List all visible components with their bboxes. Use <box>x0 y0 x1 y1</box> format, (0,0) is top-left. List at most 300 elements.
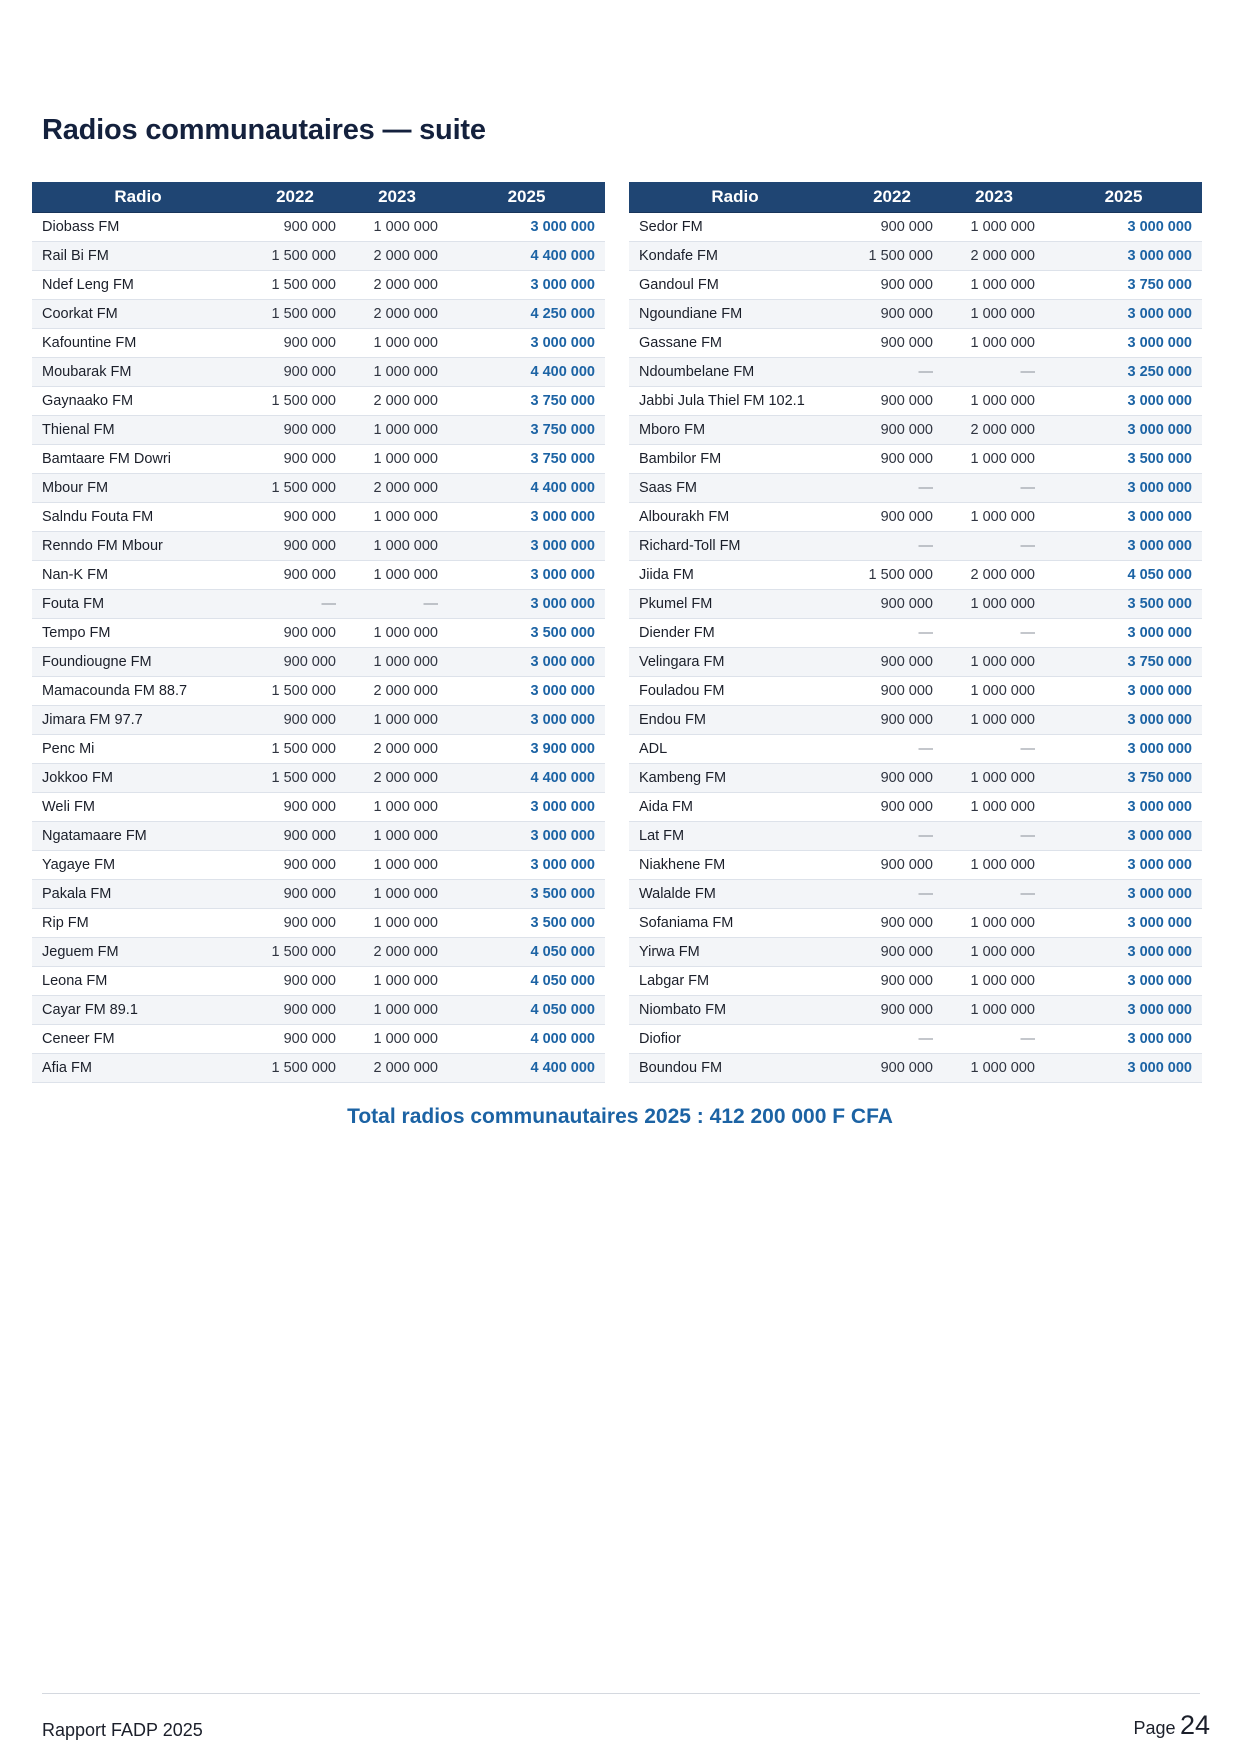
radio-name-cell: Fouta FM <box>32 590 244 619</box>
value-2025-cell: 4 400 000 <box>448 764 605 793</box>
table-row <box>32 677 605 706</box>
value-2022-cell: 900 000 <box>244 822 346 851</box>
value-2022-cell: 900 000 <box>841 271 943 300</box>
value-2022-cell: 900 000 <box>244 532 346 561</box>
value-2023-cell: 1 000 000 <box>346 561 448 590</box>
table-row <box>32 416 605 445</box>
table-row <box>629 1054 1202 1083</box>
page-number-value: 24 <box>1179 1710 1210 1740</box>
value-2022-cell: 900 000 <box>244 909 346 938</box>
radio-name-cell: Foundiougne FM <box>32 648 244 677</box>
footer-divider <box>42 1693 1200 1694</box>
radio-name-cell: Weli FM <box>32 793 244 822</box>
value-2022-cell: 900 000 <box>841 329 943 358</box>
table-row <box>32 909 605 938</box>
value-2022-cell: 900 000 <box>841 764 943 793</box>
value-2025-cell: 3 000 000 <box>448 648 605 677</box>
value-2025-cell: 4 050 000 <box>448 938 605 967</box>
radio-name-cell: Afia FM <box>32 1054 244 1083</box>
value-2025-cell: 3 000 000 <box>448 677 605 706</box>
column-header-2023: 2023 <box>346 182 448 213</box>
radio-table-right <box>629 182 1202 1083</box>
radio-name-cell: Penc Mi <box>32 735 244 764</box>
value-2025-cell: 3 000 000 <box>448 793 605 822</box>
table-row <box>32 271 605 300</box>
radio-name-cell: Pkumel FM <box>629 590 841 619</box>
table-row <box>629 793 1202 822</box>
table-row <box>32 1054 605 1083</box>
value-2022-cell: 900 000 <box>244 416 346 445</box>
value-2025-cell: 3 000 000 <box>1045 213 1202 242</box>
value-2022-cell: 900 000 <box>244 648 346 677</box>
value-2022-cell: 1 500 000 <box>244 271 346 300</box>
value-2022-cell: 900 000 <box>841 503 943 532</box>
value-2023-cell: 2 000 000 <box>346 764 448 793</box>
value-2025-cell: 3 000 000 <box>448 590 605 619</box>
table-row <box>629 938 1202 967</box>
table-row <box>32 300 605 329</box>
table-row <box>32 387 605 416</box>
table-row <box>32 996 605 1025</box>
value-2022-cell: — <box>841 358 943 387</box>
value-2023-cell: 1 000 000 <box>346 996 448 1025</box>
table-row <box>629 561 1202 590</box>
value-2022-cell: 900 000 <box>244 213 346 242</box>
value-2025-cell: 3 000 000 <box>1045 387 1202 416</box>
value-2025-cell: 3 750 000 <box>1045 764 1202 793</box>
table-row <box>32 590 605 619</box>
value-2023-cell: — <box>943 532 1045 561</box>
radio-name-cell: Albourakh FM <box>629 503 841 532</box>
table-row <box>629 213 1202 242</box>
radio-name-cell: Rail Bi FM <box>32 242 244 271</box>
value-2023-cell: 2 000 000 <box>346 242 448 271</box>
radio-name-cell: Bamtaare FM Dowri <box>32 445 244 474</box>
value-2022-cell: 900 000 <box>244 706 346 735</box>
radio-name-cell: Walalde FM <box>629 880 841 909</box>
value-2023-cell: 1 000 000 <box>943 967 1045 996</box>
radio-name-cell: Cayar FM 89.1 <box>32 996 244 1025</box>
value-2022-cell: 900 000 <box>244 967 346 996</box>
radio-name-cell: Nan-K FM <box>32 561 244 590</box>
table-row <box>629 909 1202 938</box>
value-2023-cell: 1 000 000 <box>943 938 1045 967</box>
radio-name-cell: Mamacounda FM 88.7 <box>32 677 244 706</box>
value-2023-cell: — <box>943 822 1045 851</box>
radio-name-cell: Gandoul FM <box>629 271 841 300</box>
value-2023-cell: 1 000 000 <box>346 532 448 561</box>
value-2023-cell: 1 000 000 <box>346 793 448 822</box>
value-2025-cell: 3 000 000 <box>1045 967 1202 996</box>
radio-table-left <box>32 182 605 1083</box>
value-2025-cell: 4 050 000 <box>448 967 605 996</box>
value-2025-cell: 3 750 000 <box>448 387 605 416</box>
radio-name-cell: Diender FM <box>629 619 841 648</box>
value-2022-cell: 900 000 <box>841 648 943 677</box>
value-2025-cell: 3 000 000 <box>448 213 605 242</box>
column-header-2025: 2025 <box>448 182 605 213</box>
radio-name-cell: Pakala FM <box>32 880 244 909</box>
radio-name-cell: Ngoundiane FM <box>629 300 841 329</box>
value-2025-cell: 4 000 000 <box>448 1025 605 1054</box>
radio-name-cell: Ndef Leng FM <box>32 271 244 300</box>
value-2022-cell: 900 000 <box>244 503 346 532</box>
radio-name-cell: Tempo FM <box>32 619 244 648</box>
value-2025-cell: 3 000 000 <box>448 503 605 532</box>
value-2022-cell: 900 000 <box>841 213 943 242</box>
radio-name-cell: Aida FM <box>629 793 841 822</box>
radio-name-cell: Niakhene FM <box>629 851 841 880</box>
value-2025-cell: 3 000 000 <box>448 822 605 851</box>
radio-name-cell: Labgar FM <box>629 967 841 996</box>
value-2022-cell: 900 000 <box>841 1054 943 1083</box>
table-row <box>32 938 605 967</box>
value-2022-cell: 900 000 <box>841 387 943 416</box>
value-2022-cell: — <box>841 880 943 909</box>
table-row <box>629 300 1202 329</box>
value-2025-cell: 4 400 000 <box>448 1054 605 1083</box>
value-2023-cell: 1 000 000 <box>943 300 1045 329</box>
value-2023-cell: 1 000 000 <box>346 619 448 648</box>
value-2023-cell: 1 000 000 <box>943 503 1045 532</box>
radio-name-cell: Lat FM <box>629 822 841 851</box>
radio-name-cell: Jeguem FM <box>32 938 244 967</box>
radio-name-cell: Sofaniama FM <box>629 909 841 938</box>
column-header-2025: 2025 <box>1045 182 1202 213</box>
value-2025-cell: 3 000 000 <box>448 532 605 561</box>
value-2022-cell: 900 000 <box>244 445 346 474</box>
value-2025-cell: 3 500 000 <box>448 880 605 909</box>
value-2023-cell: 1 000 000 <box>346 503 448 532</box>
value-2025-cell: 3 000 000 <box>1045 329 1202 358</box>
value-2022-cell: 1 500 000 <box>244 735 346 764</box>
value-2025-cell: 3 750 000 <box>1045 648 1202 677</box>
value-2025-cell: 3 900 000 <box>448 735 605 764</box>
page-number <box>1133 1710 1210 1741</box>
value-2025-cell: 3 500 000 <box>1045 445 1202 474</box>
table-row <box>32 213 605 242</box>
value-2023-cell: 2 000 000 <box>346 1054 448 1083</box>
table-row <box>629 590 1202 619</box>
table-row <box>629 735 1202 764</box>
table-row <box>629 619 1202 648</box>
value-2025-cell: 3 000 000 <box>1045 1025 1202 1054</box>
radio-name-cell: Jokkoo FM <box>32 764 244 793</box>
value-2022-cell: 900 000 <box>841 967 943 996</box>
radio-name-cell: Renndo FM Mbour <box>32 532 244 561</box>
column-header-radio: Radio <box>32 182 244 213</box>
value-2023-cell: 2 000 000 <box>346 474 448 503</box>
value-2023-cell: 1 000 000 <box>346 822 448 851</box>
value-2022-cell: — <box>841 474 943 503</box>
value-2022-cell: 900 000 <box>244 358 346 387</box>
value-2023-cell: 2 000 000 <box>346 271 448 300</box>
table-row <box>32 358 605 387</box>
table-row <box>629 242 1202 271</box>
value-2025-cell: 4 050 000 <box>1045 561 1202 590</box>
radio-name-cell: Boundou FM <box>629 1054 841 1083</box>
value-2023-cell: 1 000 000 <box>346 706 448 735</box>
column-header-2022: 2022 <box>841 182 943 213</box>
table-row <box>32 880 605 909</box>
value-2025-cell: 3 000 000 <box>1045 503 1202 532</box>
table-row <box>629 706 1202 735</box>
value-2025-cell: 3 500 000 <box>448 909 605 938</box>
table-row <box>32 706 605 735</box>
table-row <box>629 967 1202 996</box>
value-2023-cell: 1 000 000 <box>943 677 1045 706</box>
page-title: Radios communautaires — suite <box>42 114 486 146</box>
value-2023-cell: 1 000 000 <box>346 967 448 996</box>
value-2025-cell: 3 000 000 <box>1045 735 1202 764</box>
table-row <box>629 677 1202 706</box>
value-2022-cell: 900 000 <box>244 996 346 1025</box>
radio-name-cell: Yirwa FM <box>629 938 841 967</box>
radio-name-cell: Gaynaako FM <box>32 387 244 416</box>
value-2022-cell: 1 500 000 <box>244 300 346 329</box>
value-2022-cell: 900 000 <box>244 1025 346 1054</box>
table-row <box>32 503 605 532</box>
value-2022-cell: 900 000 <box>841 445 943 474</box>
value-2022-cell: 900 000 <box>244 851 346 880</box>
value-2025-cell: 3 750 000 <box>448 416 605 445</box>
radio-name-cell: Diobass FM <box>32 213 244 242</box>
table-row <box>629 851 1202 880</box>
radio-name-cell: Rip FM <box>32 909 244 938</box>
value-2023-cell: 1 000 000 <box>346 445 448 474</box>
table-row <box>629 503 1202 532</box>
value-2023-cell: 1 000 000 <box>943 445 1045 474</box>
value-2025-cell: 3 500 000 <box>1045 590 1202 619</box>
value-2023-cell: 1 000 000 <box>943 590 1045 619</box>
table-row <box>629 416 1202 445</box>
value-2025-cell: 3 000 000 <box>1045 619 1202 648</box>
value-2025-cell: 3 750 000 <box>448 445 605 474</box>
table-row <box>32 532 605 561</box>
value-2023-cell: 1 000 000 <box>346 416 448 445</box>
radio-name-cell: Jimara FM 97.7 <box>32 706 244 735</box>
radio-name-cell: Ndoumbelane FM <box>629 358 841 387</box>
value-2023-cell: 1 000 000 <box>943 329 1045 358</box>
value-2022-cell: 900 000 <box>841 590 943 619</box>
value-2023-cell: — <box>943 474 1045 503</box>
value-2023-cell: 1 000 000 <box>346 880 448 909</box>
value-2022-cell: 1 500 000 <box>244 1054 346 1083</box>
value-2023-cell: 1 000 000 <box>346 213 448 242</box>
page-label: Page <box>1133 1718 1176 1738</box>
value-2023-cell: 1 000 000 <box>943 996 1045 1025</box>
total-summary: Total radios communautaires 2025 : 412 200 000 F CFA <box>347 1105 893 1128</box>
radio-name-cell: Moubarak FM <box>32 358 244 387</box>
value-2023-cell: 1 000 000 <box>943 1054 1045 1083</box>
table-row <box>629 648 1202 677</box>
value-2023-cell: 1 000 000 <box>346 329 448 358</box>
table-row <box>629 822 1202 851</box>
radio-name-cell: Fouladou FM <box>629 677 841 706</box>
radio-name-cell: Kondafe FM <box>629 242 841 271</box>
table-row <box>32 851 605 880</box>
radio-name-cell: Ngatamaare FM <box>32 822 244 851</box>
value-2025-cell: 3 500 000 <box>448 619 605 648</box>
radio-name-cell: Kambeng FM <box>629 764 841 793</box>
table-row <box>629 271 1202 300</box>
table-row <box>629 1025 1202 1054</box>
value-2025-cell: 4 050 000 <box>448 996 605 1025</box>
radio-name-cell: Diofior <box>629 1025 841 1054</box>
value-2025-cell: 3 000 000 <box>448 851 605 880</box>
value-2023-cell: — <box>943 358 1045 387</box>
table-row <box>32 822 605 851</box>
value-2023-cell: 1 000 000 <box>346 1025 448 1054</box>
value-2023-cell: 2 000 000 <box>346 677 448 706</box>
table-row <box>629 764 1202 793</box>
footer-report-name: Rapport FADP 2025 <box>42 1720 203 1740</box>
value-2022-cell: 1 500 000 <box>244 242 346 271</box>
radio-name-cell: Mboro FM <box>629 416 841 445</box>
value-2023-cell: — <box>943 880 1045 909</box>
radio-name-cell: Gassane FM <box>629 329 841 358</box>
value-2025-cell: 4 400 000 <box>448 242 605 271</box>
value-2025-cell: 3 000 000 <box>1045 474 1202 503</box>
value-2022-cell: 1 500 000 <box>244 474 346 503</box>
value-2022-cell: 900 000 <box>841 938 943 967</box>
radio-name-cell: Mbour FM <box>32 474 244 503</box>
value-2022-cell: 1 500 000 <box>244 387 346 416</box>
value-2025-cell: 3 000 000 <box>448 329 605 358</box>
value-2022-cell: 900 000 <box>841 909 943 938</box>
value-2022-cell: 1 500 000 <box>244 677 346 706</box>
value-2022-cell: — <box>841 532 943 561</box>
value-2022-cell: 1 500 000 <box>841 561 943 590</box>
table-row <box>32 619 605 648</box>
value-2025-cell: 3 000 000 <box>1045 532 1202 561</box>
radio-name-cell: Kafountine FM <box>32 329 244 358</box>
radio-name-cell: Leona FM <box>32 967 244 996</box>
value-2025-cell: 3 000 000 <box>1045 677 1202 706</box>
value-2025-cell: 4 250 000 <box>448 300 605 329</box>
table-row <box>629 532 1202 561</box>
table-row <box>629 329 1202 358</box>
value-2025-cell: 3 000 000 <box>1045 242 1202 271</box>
table-row <box>629 387 1202 416</box>
value-2023-cell: — <box>943 619 1045 648</box>
value-2023-cell: 2 000 000 <box>346 735 448 764</box>
value-2023-cell: 2 000 000 <box>943 416 1045 445</box>
value-2025-cell: 3 000 000 <box>1045 996 1202 1025</box>
value-2023-cell: 1 000 000 <box>943 909 1045 938</box>
radio-name-cell: ADL <box>629 735 841 764</box>
value-2022-cell: 900 000 <box>841 996 943 1025</box>
value-2025-cell: 3 000 000 <box>1045 938 1202 967</box>
value-2025-cell: 3 000 000 <box>448 561 605 590</box>
value-2022-cell: 900 000 <box>244 329 346 358</box>
value-2023-cell: 2 000 000 <box>943 561 1045 590</box>
value-2023-cell: 1 000 000 <box>943 271 1045 300</box>
value-2023-cell: — <box>943 735 1045 764</box>
table-row <box>629 358 1202 387</box>
table-row <box>32 793 605 822</box>
value-2022-cell: — <box>841 822 943 851</box>
value-2025-cell: 3 000 000 <box>1045 300 1202 329</box>
value-2022-cell: 900 000 <box>244 880 346 909</box>
value-2022-cell: 900 000 <box>841 677 943 706</box>
value-2022-cell: 900 000 <box>244 619 346 648</box>
table-row <box>629 445 1202 474</box>
table-row <box>32 1025 605 1054</box>
value-2023-cell: 1 000 000 <box>943 764 1045 793</box>
radio-name-cell: Niombato FM <box>629 996 841 1025</box>
value-2023-cell: 1 000 000 <box>943 648 1045 677</box>
radio-name-cell: Yagaye FM <box>32 851 244 880</box>
value-2023-cell: 1 000 000 <box>943 387 1045 416</box>
value-2025-cell: 3 250 000 <box>1045 358 1202 387</box>
table-row <box>32 764 605 793</box>
column-header-radio: Radio <box>629 182 841 213</box>
value-2022-cell: — <box>841 735 943 764</box>
table-row <box>32 474 605 503</box>
value-2023-cell: 1 000 000 <box>346 851 448 880</box>
value-2022-cell: 1 500 000 <box>841 242 943 271</box>
table-header-row <box>32 182 605 213</box>
radio-name-cell: Sedor FM <box>629 213 841 242</box>
column-header-2022: 2022 <box>244 182 346 213</box>
table-row <box>32 242 605 271</box>
value-2025-cell: 3 000 000 <box>1045 706 1202 735</box>
column-header-2023: 2023 <box>943 182 1045 213</box>
radio-name-cell: Velingara FM <box>629 648 841 677</box>
value-2025-cell: 3 000 000 <box>1045 1054 1202 1083</box>
radio-name-cell: Richard-Toll FM <box>629 532 841 561</box>
table-row <box>629 996 1202 1025</box>
value-2022-cell: 1 500 000 <box>244 764 346 793</box>
value-2022-cell: 900 000 <box>841 416 943 445</box>
value-2025-cell: 3 750 000 <box>1045 271 1202 300</box>
value-2025-cell: 3 000 000 <box>448 271 605 300</box>
radio-name-cell: Bambilor FM <box>629 445 841 474</box>
value-2023-cell: 2 000 000 <box>943 242 1045 271</box>
radio-name-cell: Jabbi Jula Thiel FM 102.1 <box>629 387 841 416</box>
radio-name-cell: Jiida FM <box>629 561 841 590</box>
value-2023-cell: 1 000 000 <box>943 213 1045 242</box>
radio-name-cell: Salndu Fouta FM <box>32 503 244 532</box>
table-row <box>32 648 605 677</box>
value-2025-cell: 3 000 000 <box>1045 822 1202 851</box>
value-2025-cell: 3 000 000 <box>1045 851 1202 880</box>
value-2022-cell: 900 000 <box>841 793 943 822</box>
table-row <box>32 329 605 358</box>
table-header-row <box>629 182 1202 213</box>
value-2022-cell: — <box>841 619 943 648</box>
value-2022-cell: 900 000 <box>244 561 346 590</box>
value-2022-cell: 900 000 <box>841 851 943 880</box>
value-2025-cell: 3 000 000 <box>1045 880 1202 909</box>
radio-name-cell: Thienal FM <box>32 416 244 445</box>
value-2023-cell: 1 000 000 <box>943 793 1045 822</box>
value-2025-cell: 4 400 000 <box>448 474 605 503</box>
table-row <box>32 735 605 764</box>
value-2023-cell: 1 000 000 <box>346 909 448 938</box>
value-2025-cell: 3 000 000 <box>448 706 605 735</box>
radio-name-cell: Endou FM <box>629 706 841 735</box>
value-2025-cell: 3 000 000 <box>1045 793 1202 822</box>
value-2023-cell: — <box>346 590 448 619</box>
value-2022-cell: — <box>244 590 346 619</box>
table-row <box>32 445 605 474</box>
value-2023-cell: 2 000 000 <box>346 387 448 416</box>
value-2023-cell: 1 000 000 <box>943 851 1045 880</box>
value-2025-cell: 4 400 000 <box>448 358 605 387</box>
value-2023-cell: 2 000 000 <box>346 938 448 967</box>
